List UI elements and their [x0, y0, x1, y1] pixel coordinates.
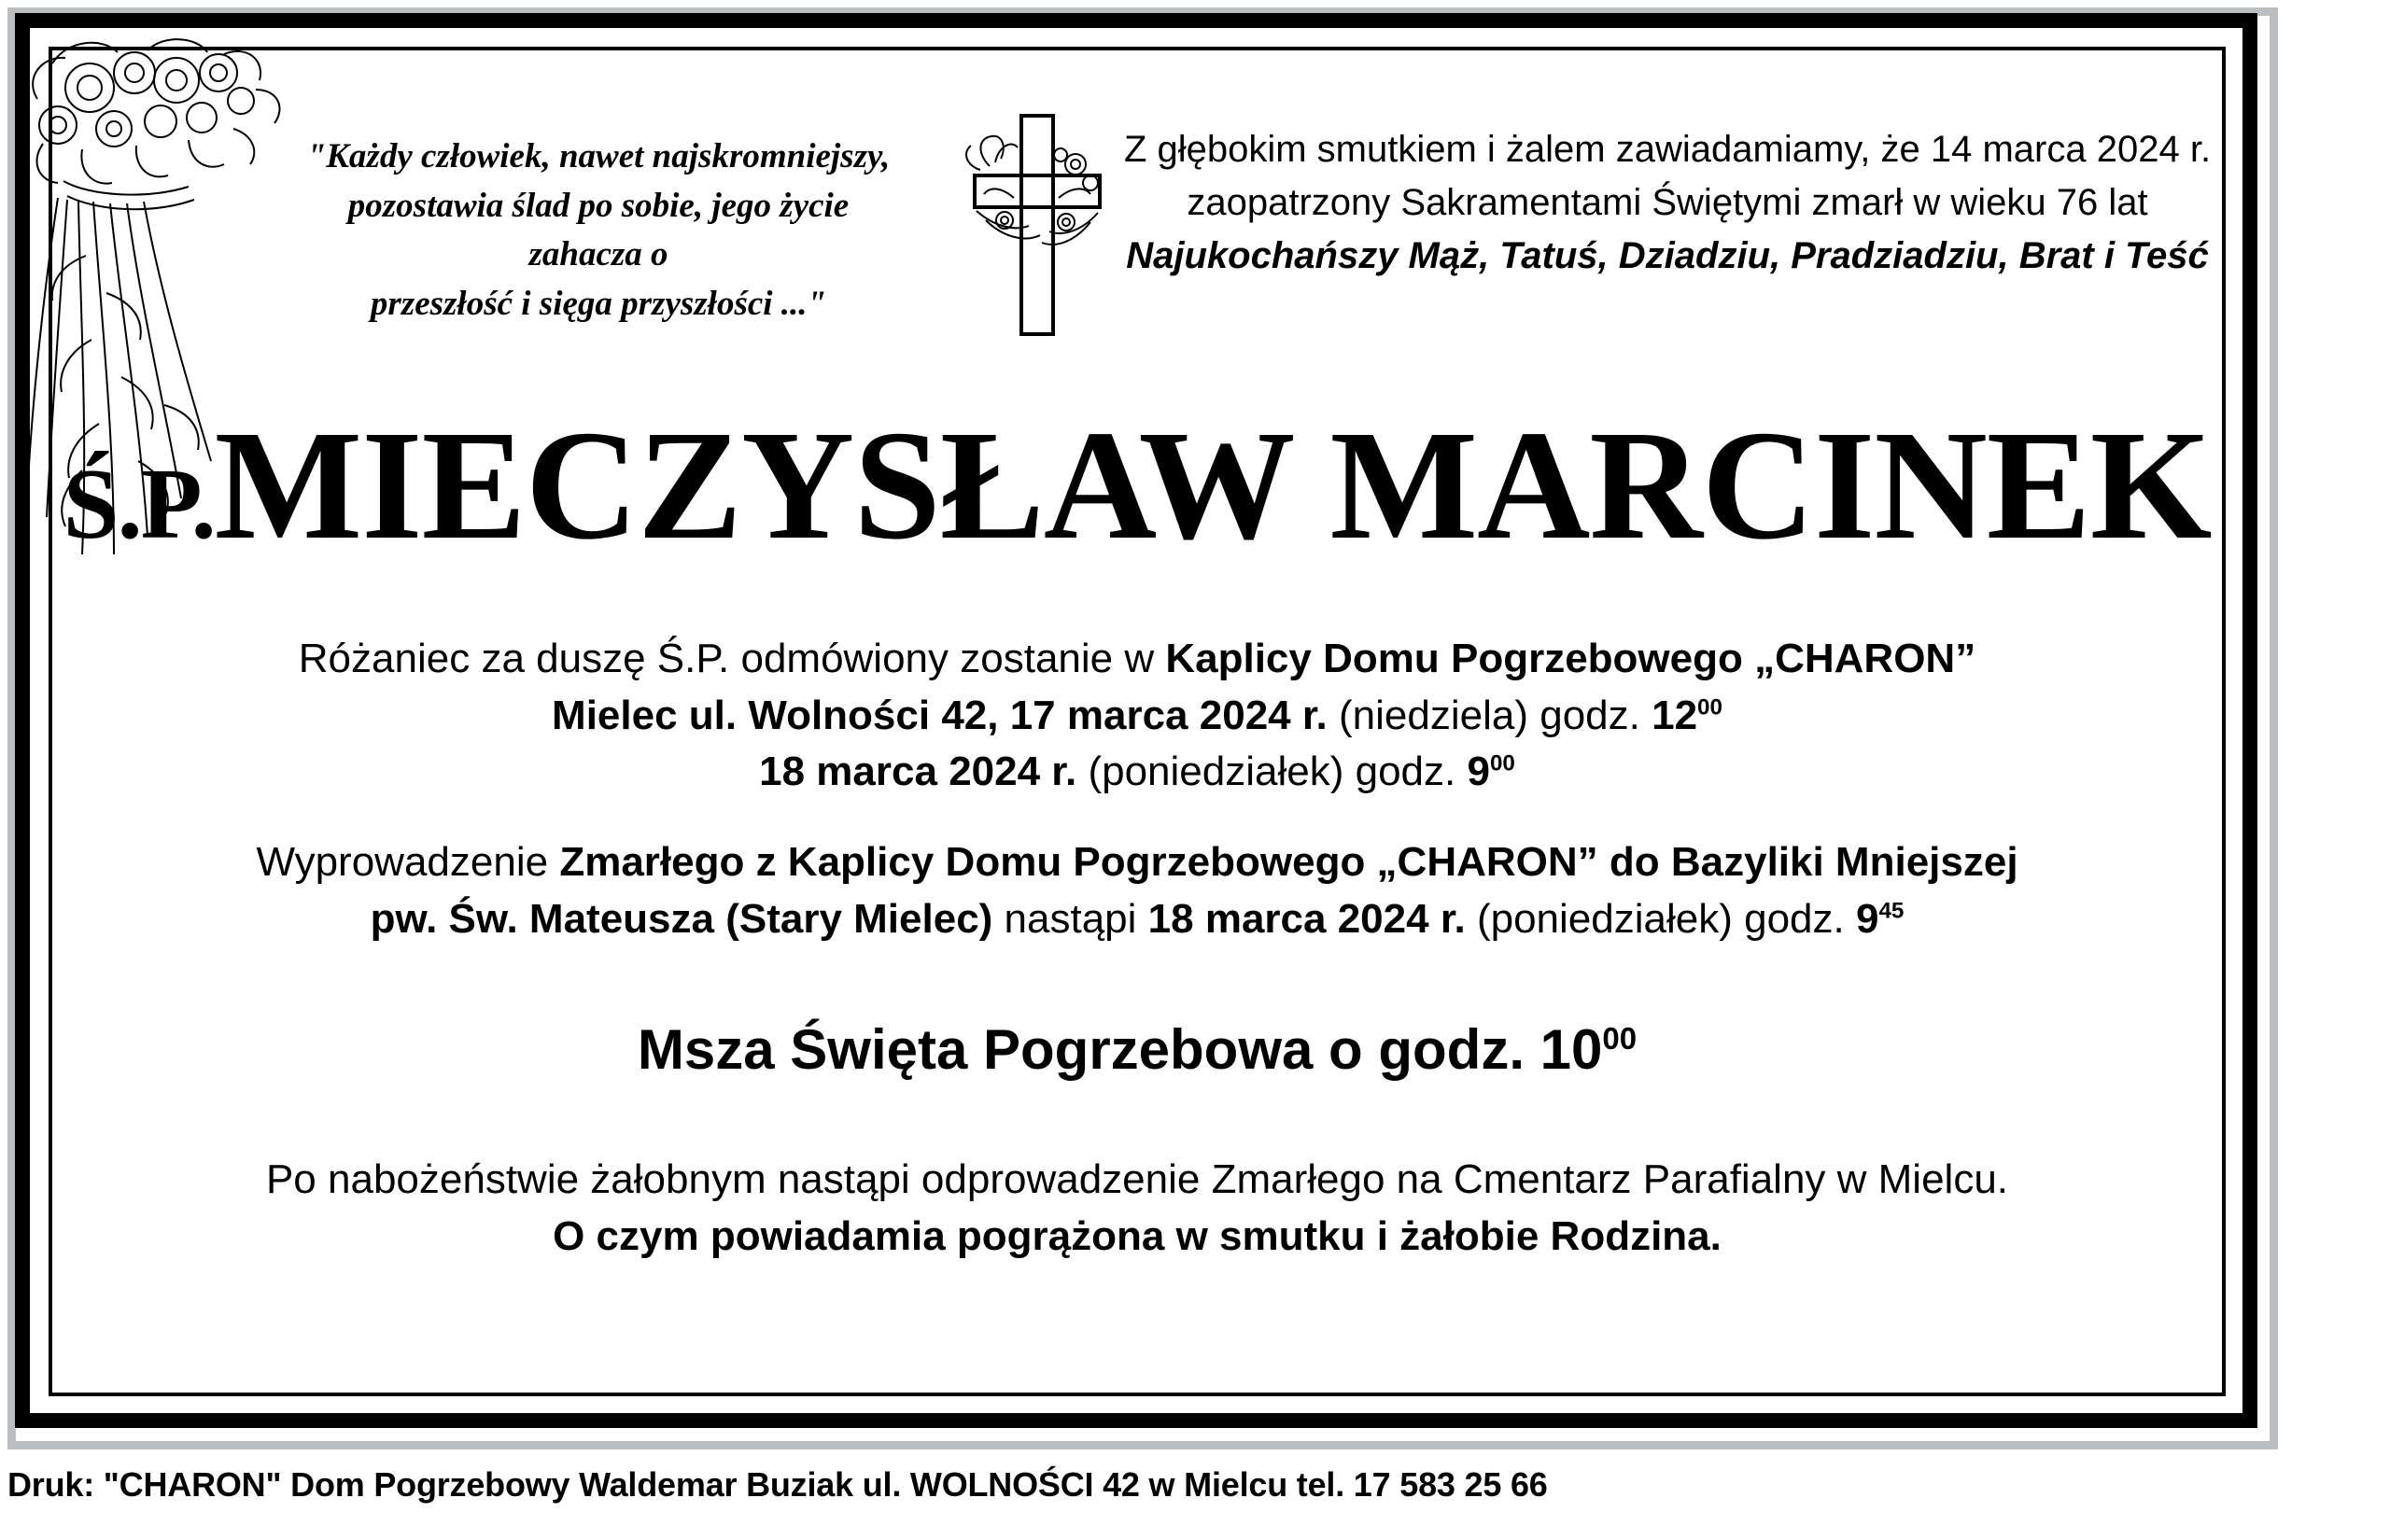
- rosary-chapel-name: Kaplicy Domu Pogrzebowego „CHARON”: [1165, 636, 1976, 681]
- closing-line-2: O czym powiadamia pogrążona w smutku i żałobie Rodzina.: [553, 1212, 1722, 1259]
- procession-line-2-tail: (poniedziałek) godz.: [1465, 895, 1856, 942]
- mass-block: [52, 1012, 2222, 1089]
- procession-line-2: [52, 891, 2222, 948]
- rosary-block: [52, 631, 2222, 801]
- quote-line-2: pozostawia ślad po sobie, jego życie zahacza o: [347, 186, 850, 274]
- closing-line-1: Po nabożeństwie żałobnym nastąpi odprowadzenie Zmarłego na Cmentarz Parafialny w Mielcu.: [265, 1156, 2009, 1202]
- mass-line: [52, 1012, 2222, 1089]
- procession-church: pw. Św. Mateusza (Stary Mielec): [370, 895, 993, 942]
- memorial-quote: [290, 133, 907, 329]
- deceased-name-row: [52, 396, 2222, 576]
- printer-footer: Druk: "CHARON" Dom Pogrzebowy Waldemar Buziak ul. WOLNOŚCI 42 w Mielcu tel. 17 583 25 66: [7, 1465, 1548, 1504]
- procession-block: [52, 834, 2222, 947]
- quote-line-3: przeszłość i sięga przyszłości ...": [370, 284, 827, 323]
- rosary-line-1: [52, 631, 2222, 688]
- page-title: MIECZYSŁAW MARCINEK: [214, 399, 2212, 572]
- rosary-line-1-pre: Różaniec za duszę Ś.P. odmówiony zostanie w: [298, 636, 1166, 681]
- quote-line-1: "Każdy człowiek, nawet najskromniejszy,: [306, 137, 891, 175]
- rosary-line-3-mid: (poniedziałek) godz.: [1076, 749, 1468, 795]
- rosary-minute-2: 00: [1489, 750, 1515, 777]
- rosary-line-2: [52, 688, 2222, 745]
- procession-date: 18 marca 2024 r.: [1147, 895, 1466, 942]
- rosary-line-2-mid: (niedziela) godz.: [1327, 692, 1652, 738]
- rosary-address-date: Mielec ul. Wolności 42, 17 marca 2024 r.: [552, 692, 1328, 738]
- rosary-hour-1: 12: [1652, 692, 1698, 738]
- closing-block: [52, 1152, 2222, 1265]
- announcement-block: [1117, 123, 2218, 282]
- announcement-line-3: Najukochańszy Mąż, Tatuś, Dziadziu, Pradziadziu, Brat i Teść: [1126, 234, 2209, 276]
- mass-text: Msza Święta Pogrzebowa o godz.: [637, 1018, 1540, 1081]
- procession-line-2-mid: nastąpi: [992, 895, 1148, 942]
- procession-route: Zmarłego z Kaplicy Domu Pogrzebowego „CHARON” do Bazyliki Mniejszej: [559, 839, 2018, 885]
- cross-with-flowers-icon: [949, 108, 1126, 342]
- procession-hour: 9: [1855, 895, 1879, 942]
- announcement-line-1: Z głębokim smutkiem i żalem zawiadamiamy, że 14 marca 2024 r.: [1123, 129, 2212, 170]
- announcement-line-2: zaopatrzony Sakramentami Świętymi zmarł w wieku 76 lat: [1187, 181, 2148, 223]
- rosary-line-3: [52, 744, 2222, 801]
- notice-content: [52, 50, 2222, 1393]
- mass-hour: 10: [1539, 1018, 1603, 1081]
- procession-line-1: [52, 834, 2222, 891]
- rosary-hour-2: 9: [1467, 749, 1490, 795]
- procession-minute: 45: [1878, 898, 1905, 924]
- procession-line-1-pre: Wyprowadzenie: [256, 839, 560, 885]
- honorific-label: Ś.P.: [63, 449, 215, 560]
- mass-minute: 00: [1602, 1021, 1638, 1056]
- rosary-date-2: 18 marca 2024 r.: [759, 749, 1077, 795]
- rosary-minute-1: 00: [1697, 694, 1722, 721]
